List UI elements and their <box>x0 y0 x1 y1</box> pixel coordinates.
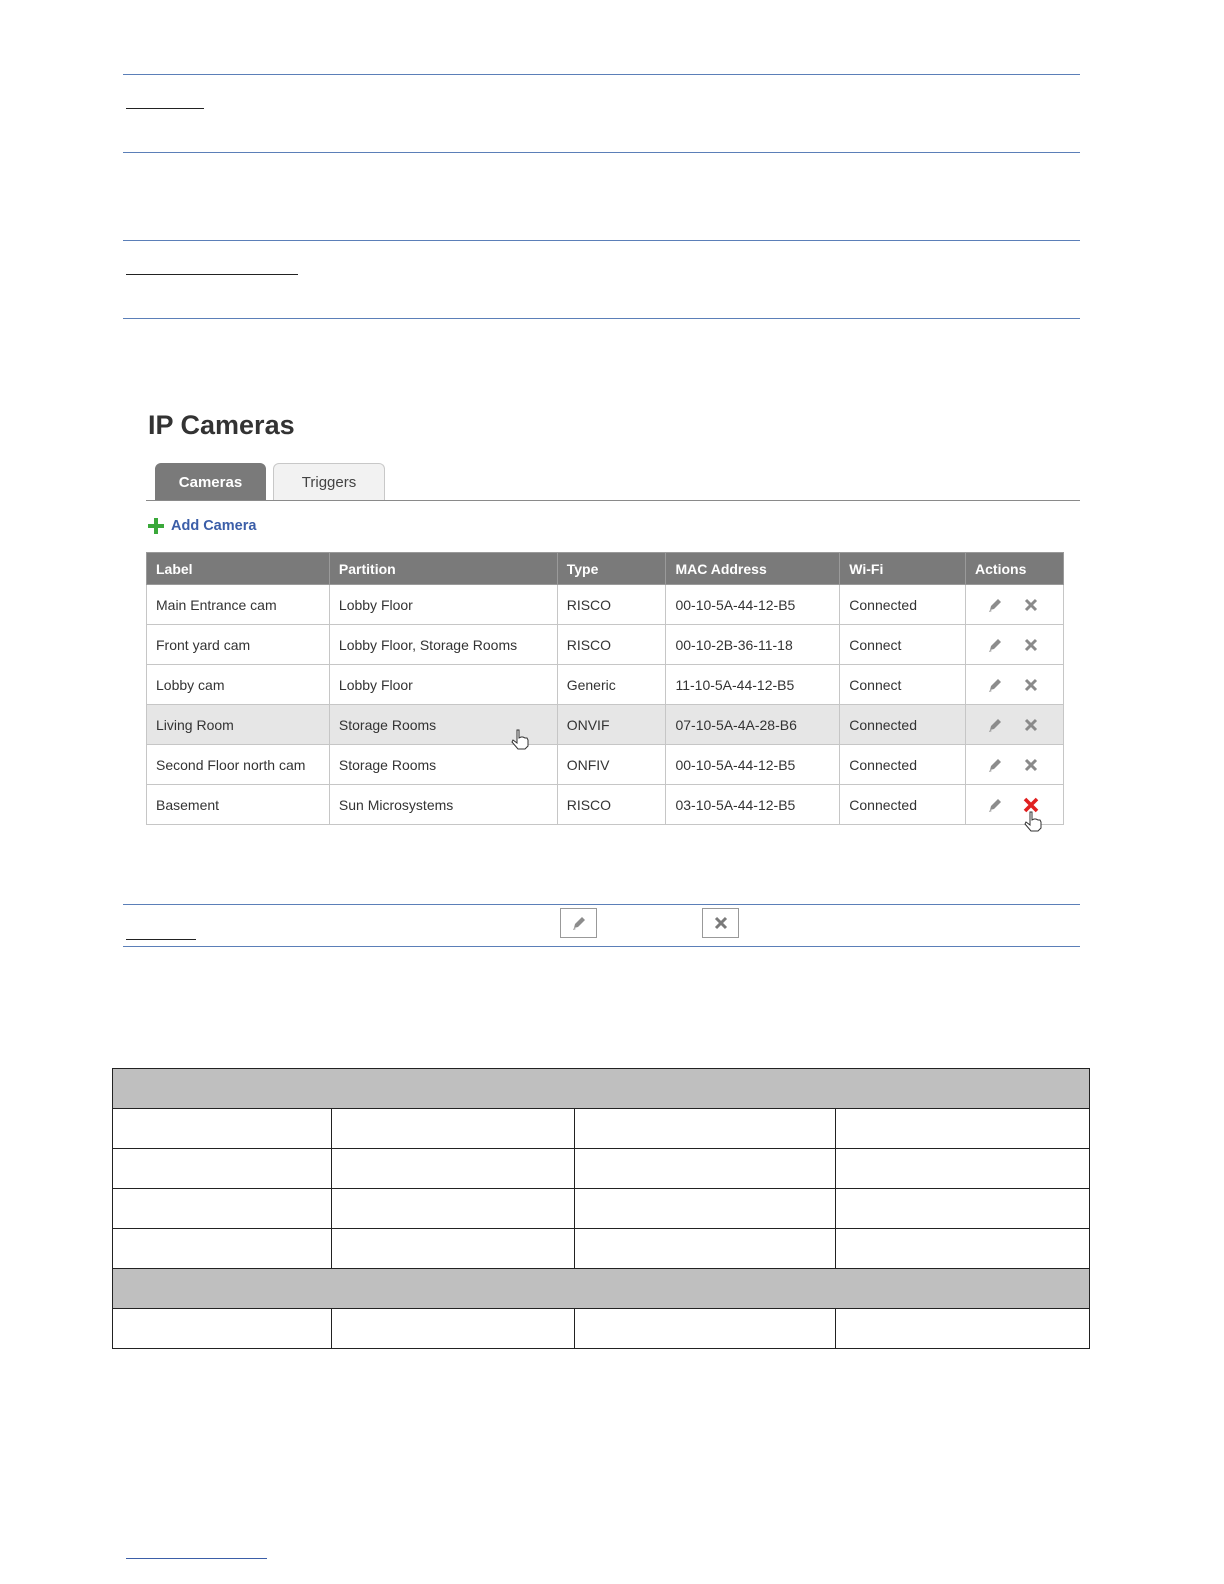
pencil-icon[interactable] <box>987 797 1003 813</box>
table-row[interactable] <box>147 665 1064 705</box>
pencil-icon[interactable] <box>987 637 1003 653</box>
cell-mac: 00-10-5A-44-12-B5 <box>666 585 840 625</box>
cell-label: Main Entrance cam <box>147 585 330 625</box>
empty-document-table <box>112 1068 1090 1349</box>
document-rule-3 <box>123 240 1080 241</box>
close-icon[interactable] <box>1023 757 1039 773</box>
hand-cursor-icon <box>1022 810 1044 832</box>
document-rule-5 <box>123 904 1080 905</box>
cell-partition: Lobby Floor <box>329 585 557 625</box>
page-title: IP Cameras <box>148 410 295 440</box>
pencil-icon <box>571 915 587 931</box>
column-header-wifi[interactable]: Wi-Fi <box>840 553 966 585</box>
footer-link-underline <box>126 1558 267 1559</box>
cell-label: Living Room <box>147 705 330 745</box>
document-rule-6 <box>123 946 1080 947</box>
hand-cursor-icon <box>509 728 531 750</box>
close-icon[interactable] <box>1023 677 1039 693</box>
table-row <box>113 1189 1090 1229</box>
band-cell <box>113 1269 1090 1309</box>
column-header-mac[interactable]: MAC Address <box>666 553 840 585</box>
cell-actions <box>966 785 1064 825</box>
document-rule-2 <box>123 152 1080 153</box>
pencil-icon[interactable] <box>987 597 1003 613</box>
cell-wifi-status: Connected <box>840 745 966 785</box>
pencil-icon[interactable] <box>987 757 1003 773</box>
table-row[interactable] <box>147 785 1064 825</box>
add-camera-button[interactable] <box>148 518 256 534</box>
cell-wifi-connect-link[interactable]: Connect <box>840 665 966 705</box>
cell-label: Second Floor north cam <box>147 745 330 785</box>
table-row[interactable] <box>147 585 1064 625</box>
cell-type: RISCO <box>557 625 666 665</box>
cell-actions <box>966 585 1064 625</box>
cell-mac: 00-10-2B-36-11-18 <box>666 625 840 665</box>
cell-partition: Sun Microsystems <box>329 785 557 825</box>
document-rule-4 <box>123 318 1080 319</box>
add-camera-label: Add Camera <box>171 518 257 534</box>
table-row <box>113 1109 1090 1149</box>
plus-icon <box>148 518 164 534</box>
cell-type: ONVIF <box>557 705 666 745</box>
cell-type: RISCO <box>557 585 666 625</box>
cell-partition: Lobby Floor, Storage Rooms <box>329 625 557 665</box>
cell-wifi-status: Connected <box>840 705 966 745</box>
table-header-row <box>147 553 1064 585</box>
close-icon[interactable] <box>1023 597 1039 613</box>
table-row <box>113 1229 1090 1269</box>
pencil-icon[interactable] <box>987 717 1003 733</box>
pencil-icon[interactable] <box>987 677 1003 693</box>
delete-icon-sample <box>702 908 739 938</box>
close-icon[interactable] <box>1023 637 1039 653</box>
edit-icon-sample <box>560 908 597 938</box>
heading-underline-3 <box>126 939 196 940</box>
cell-mac: 00-10-5A-44-12-B5 <box>666 745 840 785</box>
cell-mac: 03-10-5A-44-12-B5 <box>666 785 840 825</box>
cell-partition: Lobby Floor <box>329 665 557 705</box>
cell-wifi-status: Connected <box>840 785 966 825</box>
cell-type: ONFIV <box>557 745 666 785</box>
band-cell <box>113 1069 1090 1109</box>
table-band-row <box>113 1069 1090 1109</box>
document-rule-1 <box>123 74 1080 75</box>
heading-underline-2 <box>126 274 298 275</box>
cell-mac: 07-10-5A-4A-28-B6 <box>666 705 840 745</box>
cell-type: RISCO <box>557 785 666 825</box>
column-header-partition[interactable]: Partition <box>329 553 557 585</box>
close-icon <box>713 915 729 931</box>
table-row[interactable] <box>147 745 1064 785</box>
tab-cameras[interactable]: Cameras <box>155 463 266 501</box>
cell-actions <box>966 625 1064 665</box>
cell-label: Basement <box>147 785 330 825</box>
cell-label: Lobby cam <box>147 665 330 705</box>
cell-partition: Storage Rooms <box>329 745 557 785</box>
table-row[interactable] <box>147 625 1064 665</box>
table-row <box>113 1149 1090 1189</box>
cell-wifi-connect-link[interactable]: Connect <box>840 625 966 665</box>
cell-actions <box>966 745 1064 785</box>
column-header-actions: Actions <box>966 553 1064 585</box>
cameras-table <box>146 552 1064 825</box>
cell-mac: 11-10-5A-44-12-B5 <box>666 665 840 705</box>
table-band-row <box>113 1269 1090 1309</box>
tab-triggers[interactable]: Triggers <box>273 463 385 501</box>
cell-partition: Storage Rooms <box>329 705 557 745</box>
column-header-type[interactable]: Type <box>557 553 666 585</box>
close-icon[interactable] <box>1023 717 1039 733</box>
cell-actions <box>966 705 1064 745</box>
cell-type: Generic <box>557 665 666 705</box>
heading-underline-1 <box>126 108 204 109</box>
cell-label: Front yard cam <box>147 625 330 665</box>
column-header-label[interactable]: Label <box>147 553 330 585</box>
cell-wifi-status: Connected <box>840 585 966 625</box>
tab-bar-rule <box>146 500 1080 501</box>
cell-actions <box>966 665 1064 705</box>
table-row <box>113 1309 1090 1349</box>
table-row-hovered[interactable] <box>147 705 1064 745</box>
